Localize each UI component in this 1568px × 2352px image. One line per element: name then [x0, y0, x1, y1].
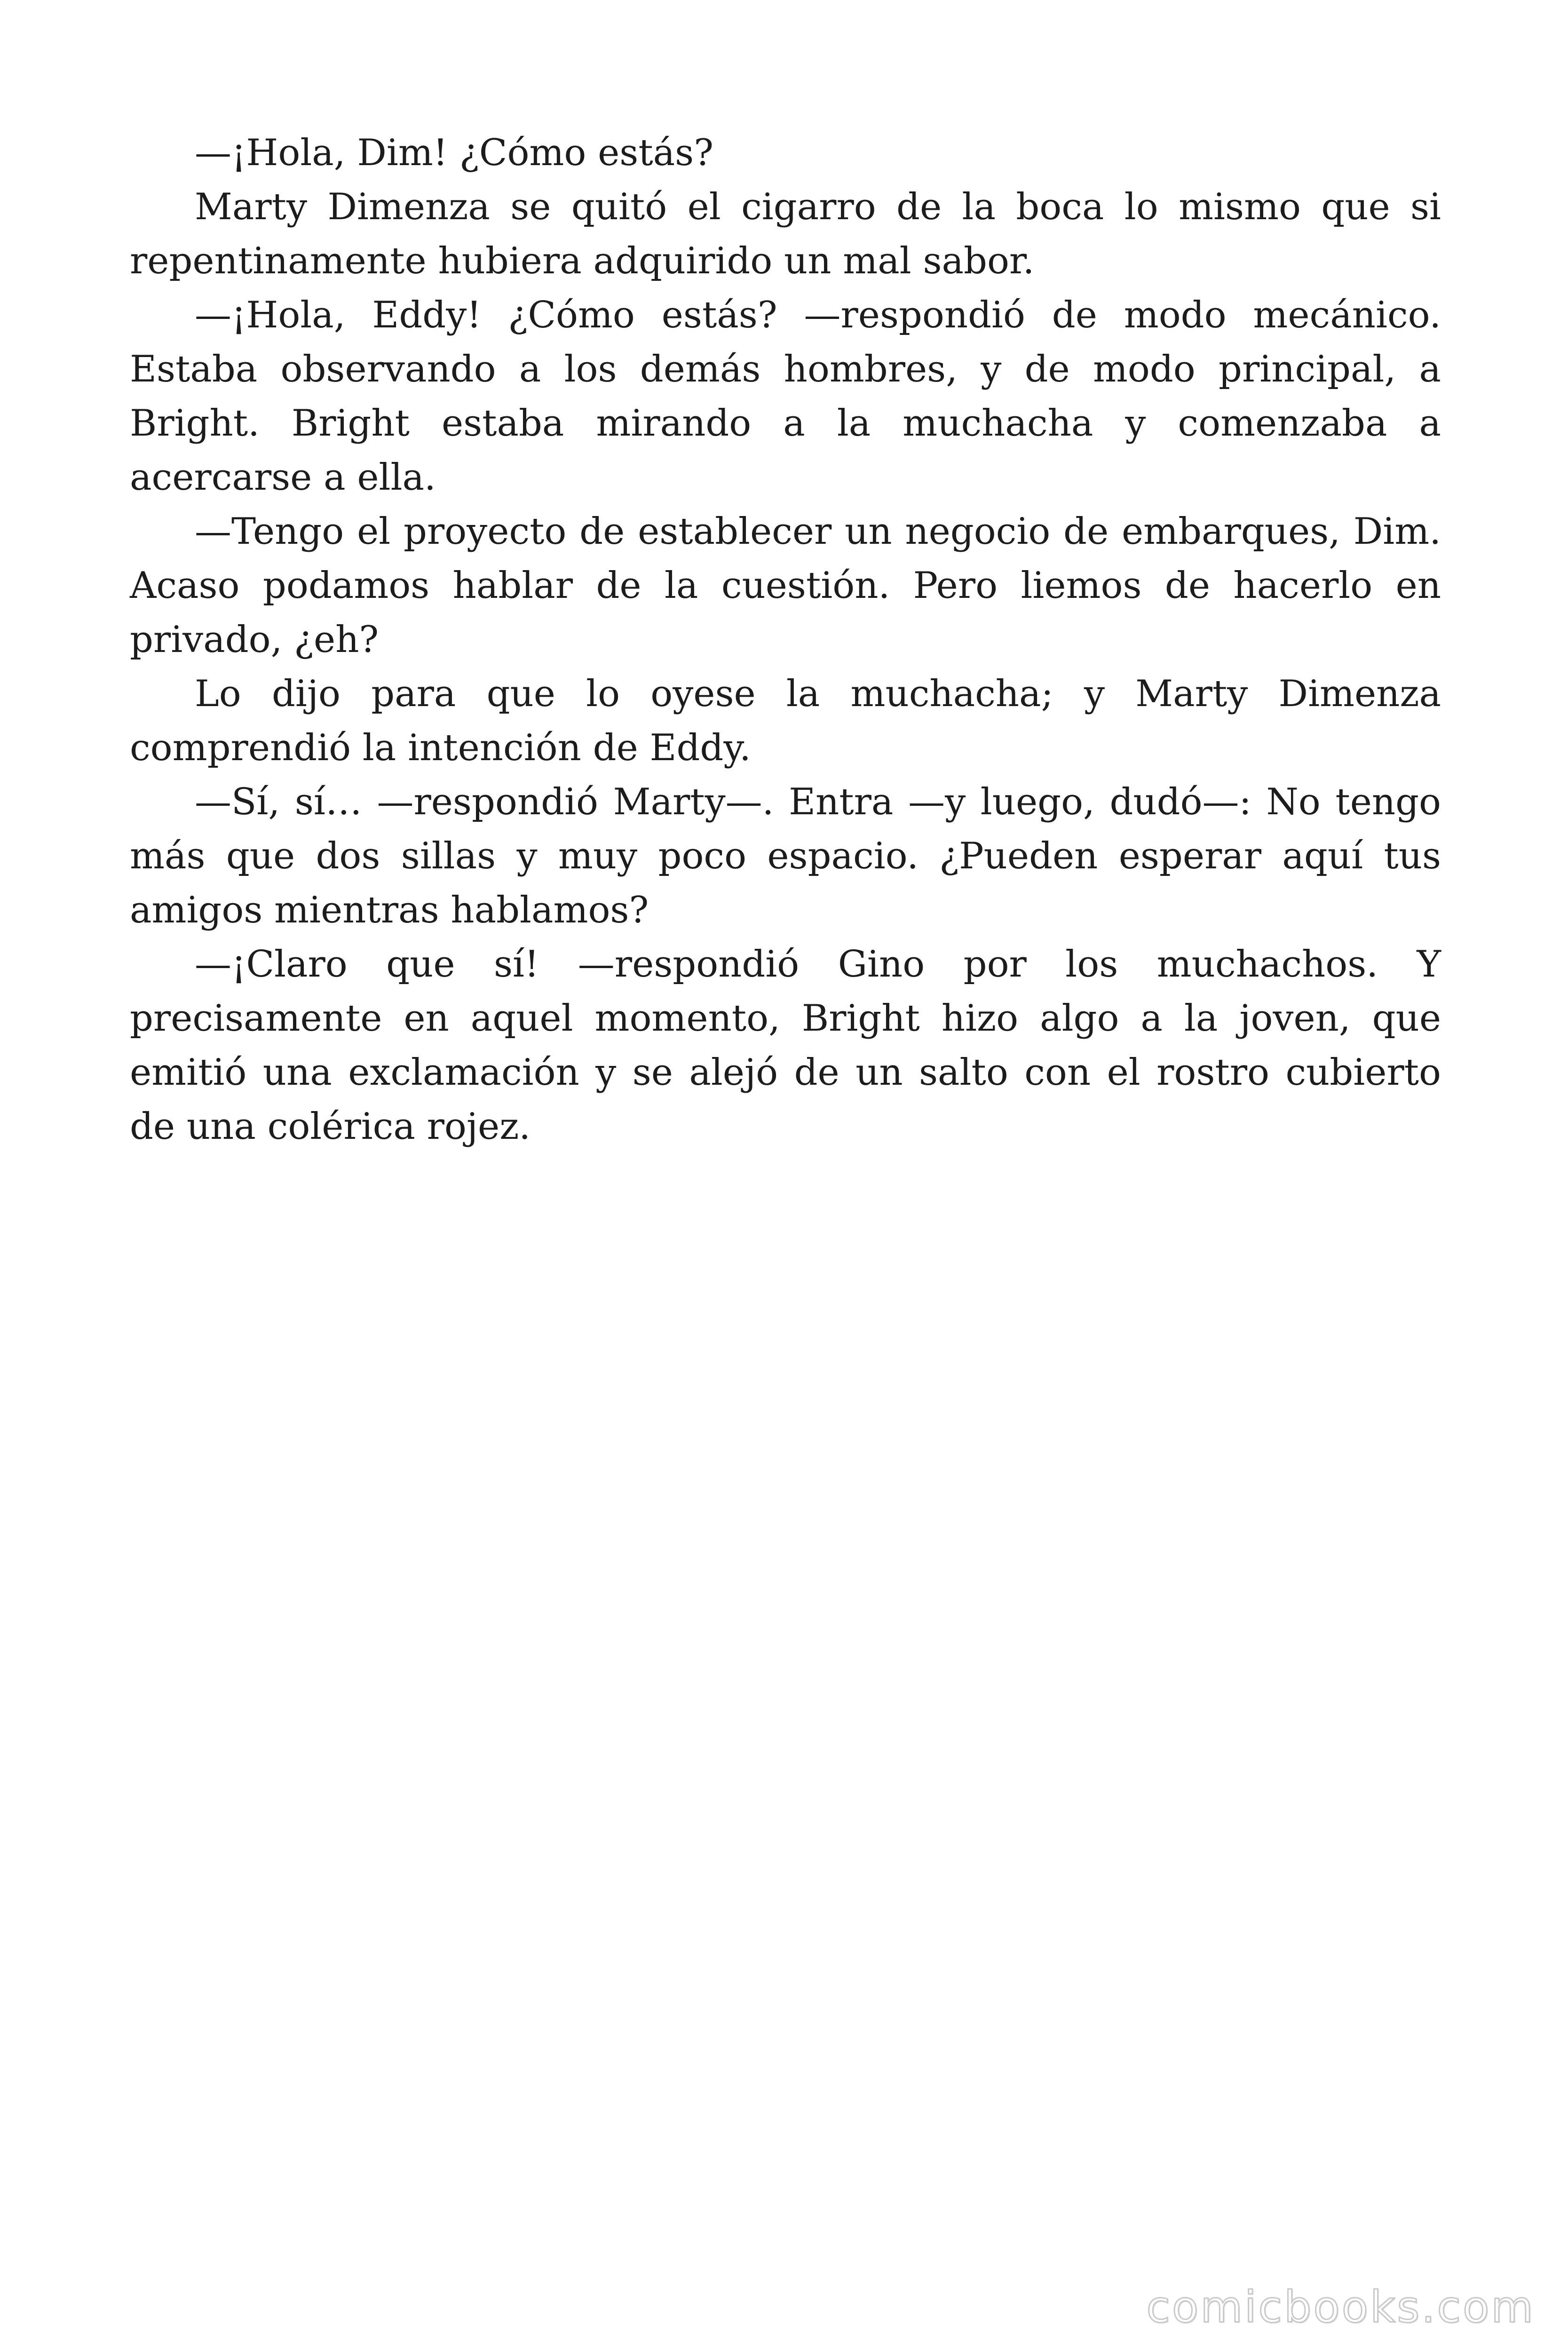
paragraph-6: —Sí, sí… —respondió Marty—. Entra —y luego, dudó—: No tengo más que dos sillas y muy poco espacio. ¿Pueden esperar aquí tus amigos mientras hablamos?	[130, 781, 1441, 931]
paragraph-3: —¡Hola, Eddy! ¿Cómo estás? —respondió de modo mecánico. Estaba observando a los demás hombres, y de modo principal, a Bright. Bright estaba mirando a la muchacha y comenzaba a acercarse a ella.	[130, 294, 1441, 499]
paragraph-5: Lo dijo para que lo oyese la muchacha; y Marty Dimenza comprendió la intención de Eddy.	[130, 673, 1441, 769]
body-text	[130, 126, 1441, 1154]
paragraph-2: Marty Dimenza se quitó el cigarro de la boca lo mismo que si repentinamente hubiera adquirido un mal sabor.	[130, 186, 1441, 282]
paragraph-7: —¡Claro que sí! —respondió Gino por los muchachos. Y precisamente en aquel momento, Bright hizo algo a la joven, que emitió una exclamación y se alejó de un salto con el rostro cubierto de una colérica rojez.	[130, 943, 1441, 1148]
paragraph-1: —¡Hola, Dim! ¿Cómo estás?	[195, 132, 714, 174]
site-watermark: comicbooks.com	[1146, 2282, 1535, 2332]
paragraph-4: —Tengo el proyecto de establecer un negocio de embarques, Dim. Acaso podamos hablar de la cuestión. Pero liemos de hacerlo en privado, ¿eh?	[130, 510, 1441, 661]
